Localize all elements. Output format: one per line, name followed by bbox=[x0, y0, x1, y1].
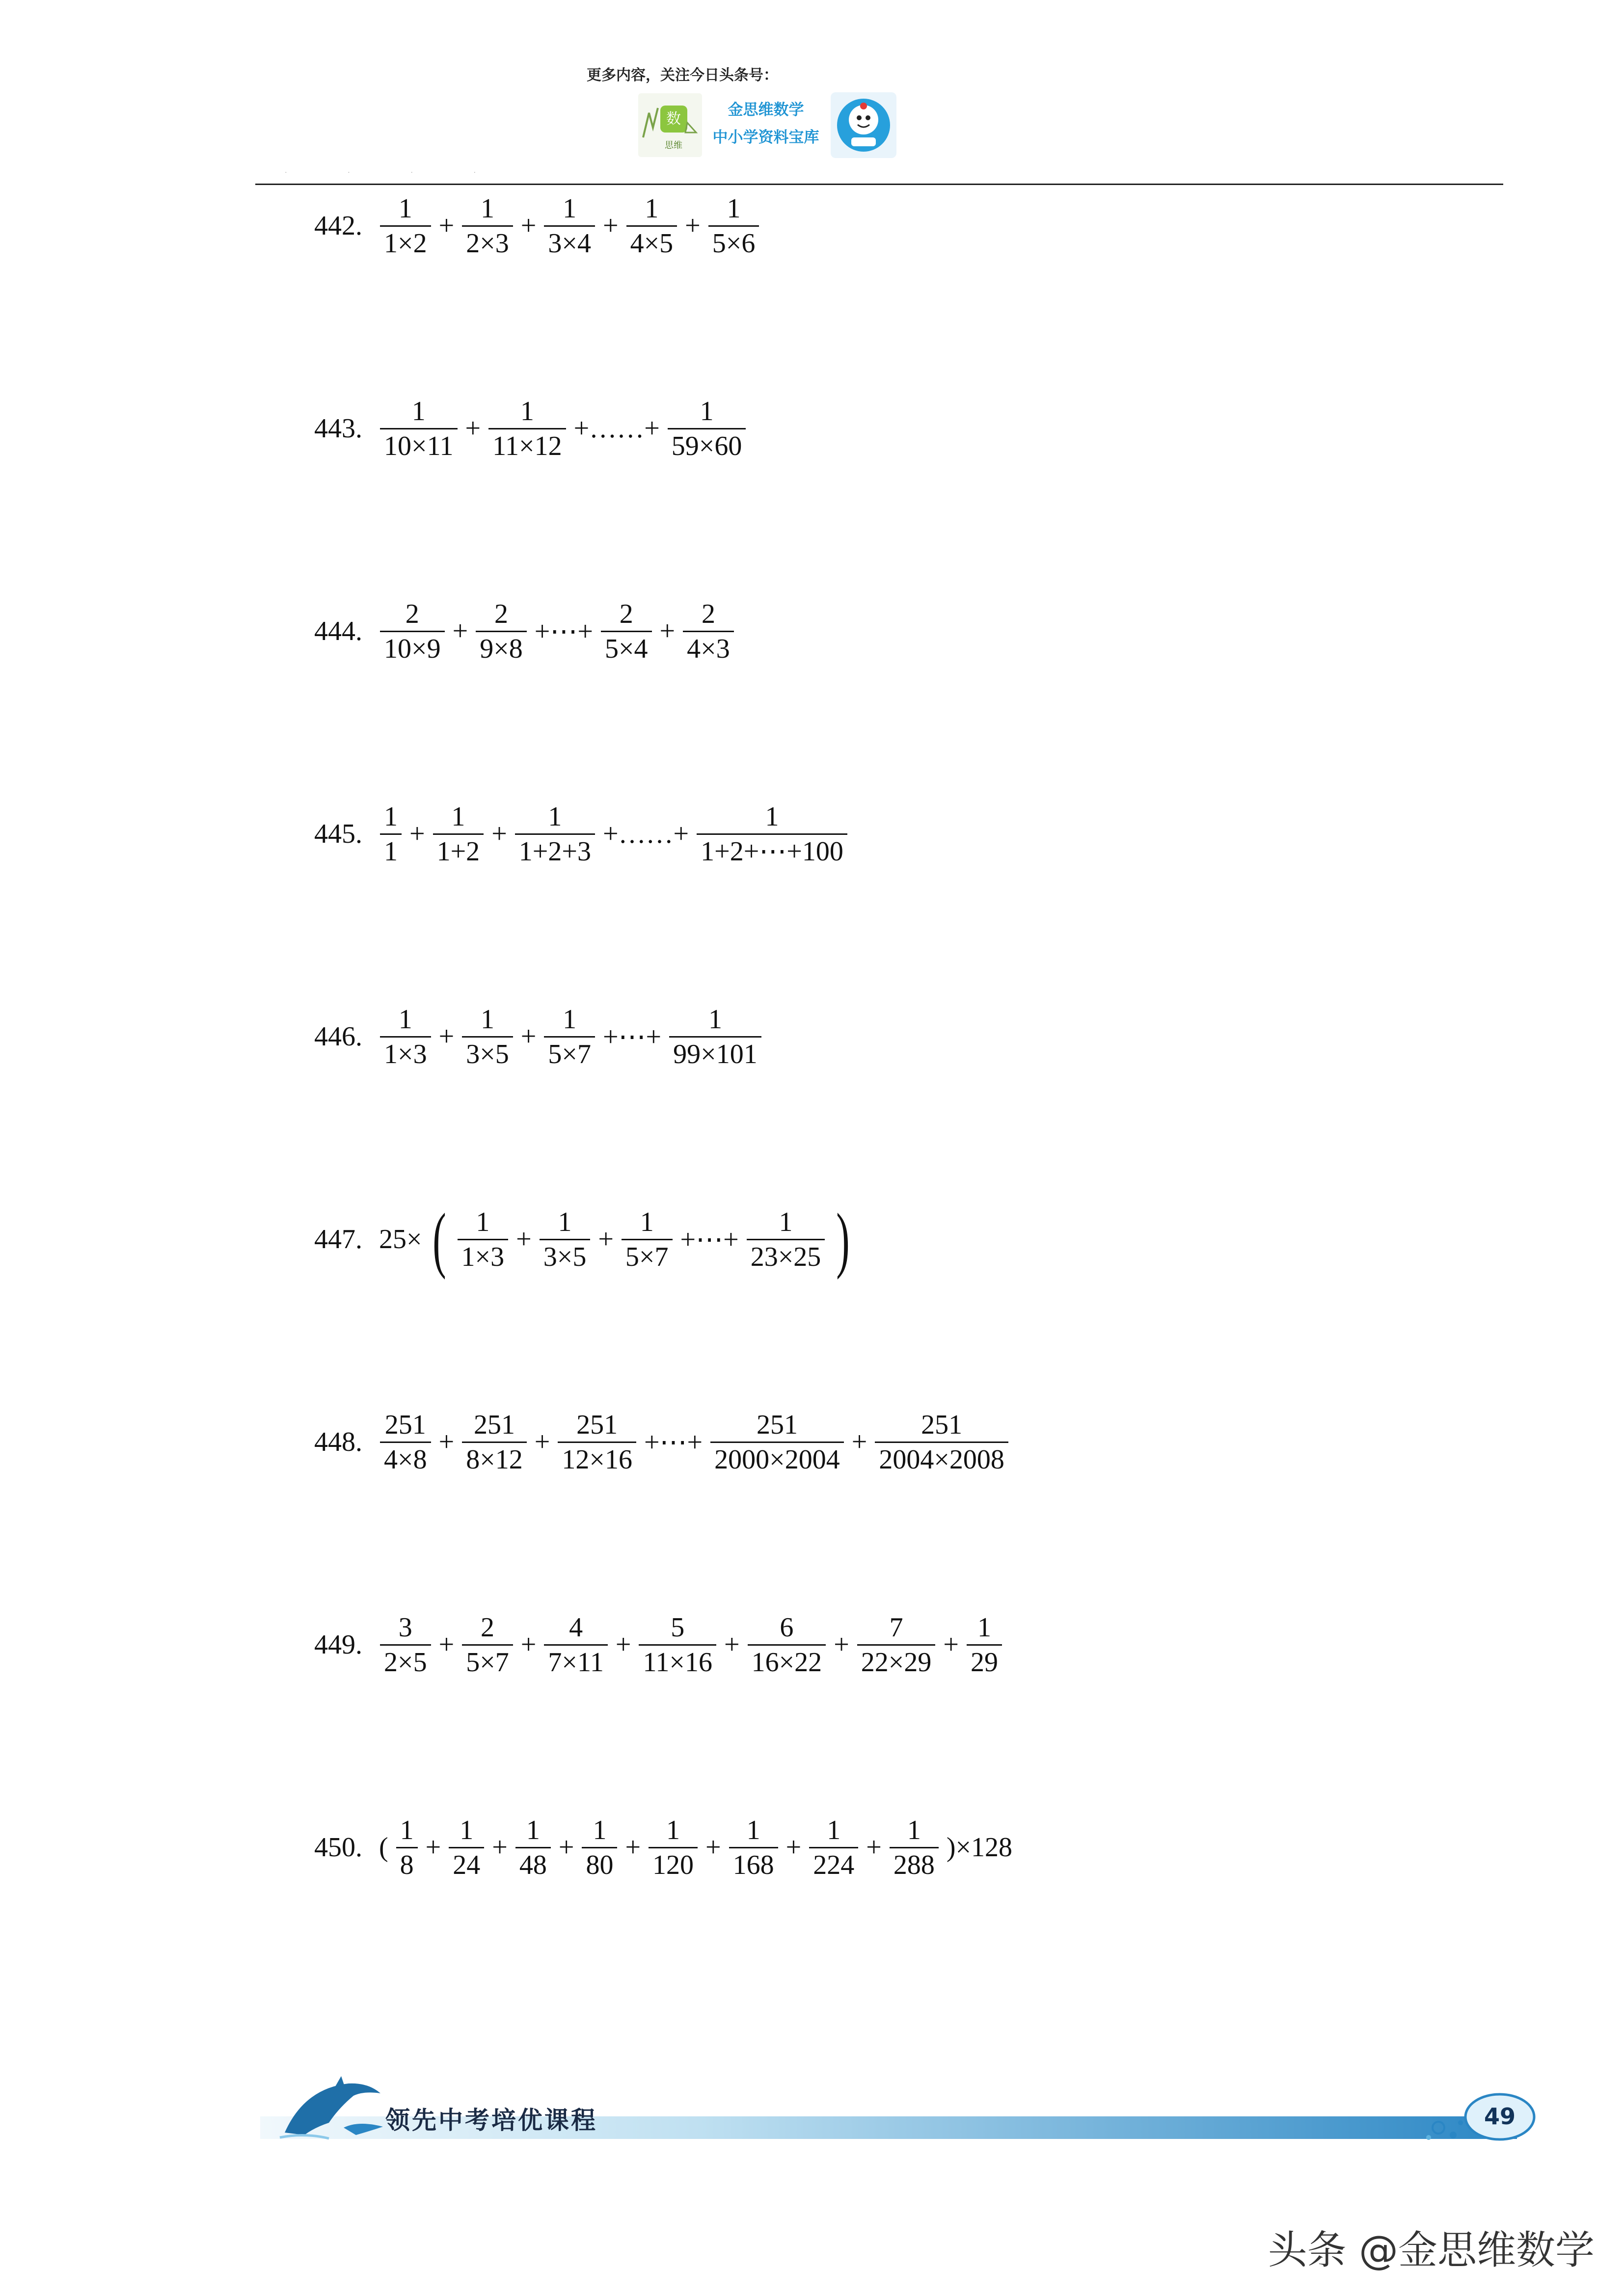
operator: + bbox=[520, 211, 537, 241]
problem-443 bbox=[314, 387, 749, 470]
denominator: 1×3 bbox=[458, 1239, 509, 1271]
operator: + bbox=[452, 616, 468, 646]
numerator: 1 bbox=[526, 1815, 540, 1845]
denominator: 29 bbox=[967, 1644, 1002, 1676]
fraction bbox=[380, 803, 402, 865]
fraction bbox=[582, 1816, 617, 1879]
fraction bbox=[380, 1411, 431, 1473]
header-title: 更多内容，关注今日头条号： bbox=[587, 67, 778, 84]
numerator: 2 bbox=[494, 598, 508, 629]
denominator: 3×4 bbox=[544, 225, 595, 257]
operator: + bbox=[425, 1832, 441, 1863]
right-paren: ) bbox=[836, 1199, 850, 1280]
expression-prefix: 25× bbox=[379, 1224, 422, 1255]
denominator: 1×2 bbox=[380, 225, 431, 257]
numerator: 1 bbox=[700, 396, 714, 427]
denominator: 11×12 bbox=[488, 428, 566, 460]
denominator: 168 bbox=[729, 1847, 778, 1879]
operator: + bbox=[491, 819, 507, 849]
problem-number: 445. bbox=[314, 819, 362, 849]
operator: + bbox=[705, 1832, 721, 1863]
numerator: 6 bbox=[780, 1612, 794, 1643]
fraction bbox=[729, 1816, 778, 1879]
numerator: 1 bbox=[593, 1815, 607, 1845]
problem-number: 442. bbox=[314, 211, 362, 241]
numerator: 251 bbox=[921, 1409, 963, 1440]
denominator: 288 bbox=[890, 1847, 939, 1879]
numerator: 1 bbox=[451, 801, 465, 832]
operator: + bbox=[724, 1629, 740, 1660]
numerator: 1 bbox=[563, 1004, 577, 1035]
fraction bbox=[857, 1614, 936, 1676]
fraction bbox=[875, 1411, 1008, 1473]
fraction bbox=[462, 1614, 513, 1676]
numerator: 2 bbox=[701, 598, 715, 629]
numerator: 1 bbox=[520, 396, 534, 427]
problem-number: 443. bbox=[314, 413, 362, 444]
numerator: 1 bbox=[727, 193, 741, 224]
operator: + bbox=[409, 819, 425, 849]
brand-text bbox=[707, 96, 825, 151]
fraction bbox=[626, 195, 677, 257]
denominator: 59×60 bbox=[668, 428, 746, 460]
problem-447 bbox=[314, 1198, 855, 1281]
fraction bbox=[540, 1208, 591, 1271]
fraction bbox=[809, 1816, 858, 1879]
fraction bbox=[515, 1816, 551, 1879]
numerator: 251 bbox=[756, 1409, 798, 1440]
denominator: 2×5 bbox=[380, 1644, 431, 1676]
numerator: 4 bbox=[569, 1612, 583, 1643]
denominator: 99×101 bbox=[669, 1036, 761, 1068]
operator: + bbox=[492, 1832, 508, 1863]
operator: + bbox=[438, 1629, 455, 1660]
numerator: 1 bbox=[398, 1004, 412, 1035]
denominator: 1+2+3 bbox=[515, 833, 595, 865]
numerator: 1 bbox=[563, 193, 577, 224]
fraction bbox=[639, 1614, 716, 1676]
fraction bbox=[380, 600, 445, 663]
denominator: 1×3 bbox=[380, 1036, 431, 1068]
problem-number: 447. bbox=[314, 1224, 362, 1255]
mascot-logo bbox=[831, 92, 896, 158]
denominator: 22×29 bbox=[857, 1644, 936, 1676]
operator: + bbox=[558, 1832, 574, 1863]
numerator: 1 bbox=[645, 193, 659, 224]
fraction bbox=[380, 195, 431, 257]
numerator: 1 bbox=[548, 801, 562, 832]
denominator: 224 bbox=[809, 1847, 858, 1879]
denominator: 9×8 bbox=[476, 631, 527, 663]
denominator: 48 bbox=[515, 1847, 551, 1879]
operator: + bbox=[659, 616, 676, 646]
denominator: 11×16 bbox=[639, 1644, 716, 1676]
course-title: 领先中考培优课程 bbox=[385, 2106, 597, 2135]
operator: + bbox=[625, 1832, 641, 1863]
fraction bbox=[515, 803, 595, 865]
fraction bbox=[747, 1208, 825, 1271]
header-dots: · · · · bbox=[285, 169, 506, 177]
math-logo bbox=[638, 93, 702, 157]
fraction bbox=[710, 1411, 844, 1473]
expression-suffix: )×128 bbox=[946, 1832, 1013, 1863]
numerator: 3 bbox=[398, 1612, 412, 1643]
operator: + bbox=[943, 1629, 959, 1660]
denominator: 7×11 bbox=[544, 1644, 608, 1676]
denominator: 1+2+⋯+100 bbox=[697, 833, 847, 865]
problem-445 bbox=[314, 792, 850, 876]
denominator: 5×4 bbox=[601, 631, 652, 663]
operator: + bbox=[438, 1427, 455, 1457]
numerator: 7 bbox=[889, 1612, 903, 1643]
operator: + bbox=[520, 1629, 537, 1660]
numerator: 1 bbox=[977, 1612, 991, 1643]
numerator: 1 bbox=[746, 1815, 760, 1845]
numerator: 1 bbox=[480, 1004, 494, 1035]
expression-prefix: ( bbox=[379, 1832, 388, 1863]
fraction bbox=[683, 600, 734, 663]
denominator: 4×8 bbox=[380, 1442, 431, 1473]
brand-line-1: 金思维数学 bbox=[728, 101, 804, 119]
fraction bbox=[890, 1816, 939, 1879]
denominator: 10×11 bbox=[380, 428, 458, 460]
numerator: 1 bbox=[666, 1815, 680, 1845]
numerator: 1 bbox=[400, 1815, 414, 1845]
denominator: 5×7 bbox=[462, 1644, 513, 1676]
denominator: 80 bbox=[582, 1847, 617, 1879]
fraction bbox=[462, 195, 513, 257]
dolphin-icon bbox=[275, 2074, 393, 2147]
denominator: 2004×2008 bbox=[875, 1442, 1008, 1473]
operator: +⋯+ bbox=[680, 1224, 739, 1255]
numerator: 1 bbox=[907, 1815, 921, 1845]
brand-line-2: 中小学资料宝库 bbox=[712, 129, 819, 146]
fraction bbox=[462, 1006, 513, 1068]
numerator: 1 bbox=[480, 193, 494, 224]
denominator: 24 bbox=[449, 1847, 484, 1879]
problem-number: 444. bbox=[314, 616, 362, 646]
fraction bbox=[601, 600, 652, 663]
fraction bbox=[544, 195, 595, 257]
numerator: 1 bbox=[765, 801, 779, 832]
problem-number: 449. bbox=[314, 1629, 362, 1660]
fraction bbox=[476, 600, 527, 663]
fraction bbox=[544, 1614, 608, 1676]
page-number: 49 bbox=[1484, 2103, 1516, 2130]
numerator: 1 bbox=[398, 193, 412, 224]
fraction bbox=[380, 398, 458, 460]
problem-444 bbox=[314, 589, 737, 673]
operator: + bbox=[866, 1832, 882, 1863]
operator: +⋯+ bbox=[644, 1427, 703, 1458]
denominator: 10×9 bbox=[380, 631, 445, 663]
operator: + bbox=[516, 1224, 532, 1255]
denominator: 16×22 bbox=[748, 1644, 826, 1676]
fraction bbox=[558, 1411, 636, 1473]
fraction bbox=[668, 398, 746, 460]
denominator: 23×25 bbox=[747, 1239, 825, 1271]
numerator: 1 bbox=[779, 1206, 793, 1237]
numerator: 2 bbox=[619, 598, 633, 629]
fraction bbox=[380, 1614, 431, 1676]
problem-number: 448. bbox=[314, 1427, 362, 1457]
operator: + bbox=[851, 1427, 867, 1457]
operator: + bbox=[465, 413, 481, 444]
problem-450 bbox=[314, 1806, 1014, 1889]
fraction bbox=[544, 1006, 595, 1068]
fraction bbox=[748, 1614, 826, 1676]
operator: + bbox=[438, 1021, 455, 1052]
numerator: 251 bbox=[473, 1409, 515, 1440]
problem-449 bbox=[314, 1603, 1005, 1686]
denominator: 1+2 bbox=[433, 833, 484, 865]
operator: + bbox=[785, 1832, 802, 1863]
operator: +⋯+ bbox=[534, 616, 593, 647]
operator: +……+ bbox=[573, 413, 660, 444]
fraction bbox=[967, 1614, 1002, 1676]
numerator: 1 bbox=[460, 1815, 474, 1845]
operator: + bbox=[602, 211, 619, 241]
numerator: 1 bbox=[827, 1815, 841, 1845]
fraction bbox=[449, 1816, 484, 1879]
operator: +⋯+ bbox=[602, 1021, 662, 1052]
operator: + bbox=[685, 211, 701, 241]
numerator: 2 bbox=[405, 598, 419, 629]
fraction bbox=[462, 1411, 527, 1473]
logo-left-label: 思维 bbox=[665, 140, 682, 151]
operator: + bbox=[534, 1427, 550, 1457]
operator: +……+ bbox=[602, 819, 689, 849]
denominator: 4×3 bbox=[683, 631, 734, 663]
numerator: 5 bbox=[671, 1612, 685, 1643]
denominator: 8 bbox=[396, 1847, 418, 1879]
fraction bbox=[433, 803, 484, 865]
numerator: 1 bbox=[476, 1206, 490, 1237]
denominator: 5×7 bbox=[544, 1036, 595, 1068]
numerator: 1 bbox=[384, 801, 398, 832]
denominator: 12×16 bbox=[558, 1442, 636, 1473]
numerator: 1 bbox=[558, 1206, 572, 1237]
problem-number: 450. bbox=[314, 1832, 362, 1863]
fraction bbox=[458, 1208, 509, 1271]
svg-text:数: 数 bbox=[666, 110, 681, 128]
denominator: 4×5 bbox=[626, 225, 677, 257]
fraction bbox=[708, 195, 759, 257]
operator: + bbox=[520, 1021, 537, 1052]
fraction bbox=[396, 1816, 418, 1879]
operator: + bbox=[438, 211, 455, 241]
watermark: 头条 @金思维数学 bbox=[1268, 2227, 1595, 2273]
numerator: 251 bbox=[576, 1409, 618, 1440]
numerator: 1 bbox=[411, 396, 426, 427]
operator: + bbox=[598, 1224, 614, 1255]
numerator: 2 bbox=[480, 1612, 494, 1643]
fraction bbox=[488, 398, 566, 460]
numerator: 1 bbox=[640, 1206, 654, 1237]
denominator: 2×3 bbox=[462, 225, 513, 257]
fraction bbox=[649, 1816, 698, 1879]
numerator: 251 bbox=[384, 1409, 426, 1440]
fraction bbox=[380, 1006, 431, 1068]
operator: + bbox=[615, 1629, 631, 1660]
denominator: 3×5 bbox=[540, 1239, 591, 1271]
operator: + bbox=[834, 1629, 849, 1660]
denominator: 5×6 bbox=[708, 225, 759, 257]
left-paren: ( bbox=[432, 1199, 446, 1280]
fraction bbox=[622, 1208, 673, 1271]
denominator: 1 bbox=[380, 833, 402, 865]
fraction bbox=[697, 803, 847, 865]
denominator: 8×12 bbox=[462, 1442, 527, 1473]
fraction bbox=[669, 1006, 761, 1068]
denominator: 120 bbox=[649, 1847, 698, 1879]
denominator: 5×7 bbox=[622, 1239, 673, 1271]
numerator: 1 bbox=[708, 1004, 722, 1035]
problem-446 bbox=[314, 995, 764, 1078]
problem-442 bbox=[314, 184, 762, 267]
denominator: 3×5 bbox=[462, 1036, 513, 1068]
problem-448 bbox=[314, 1400, 1011, 1484]
denominator: 2000×2004 bbox=[710, 1442, 844, 1473]
problem-number: 446. bbox=[314, 1021, 362, 1052]
